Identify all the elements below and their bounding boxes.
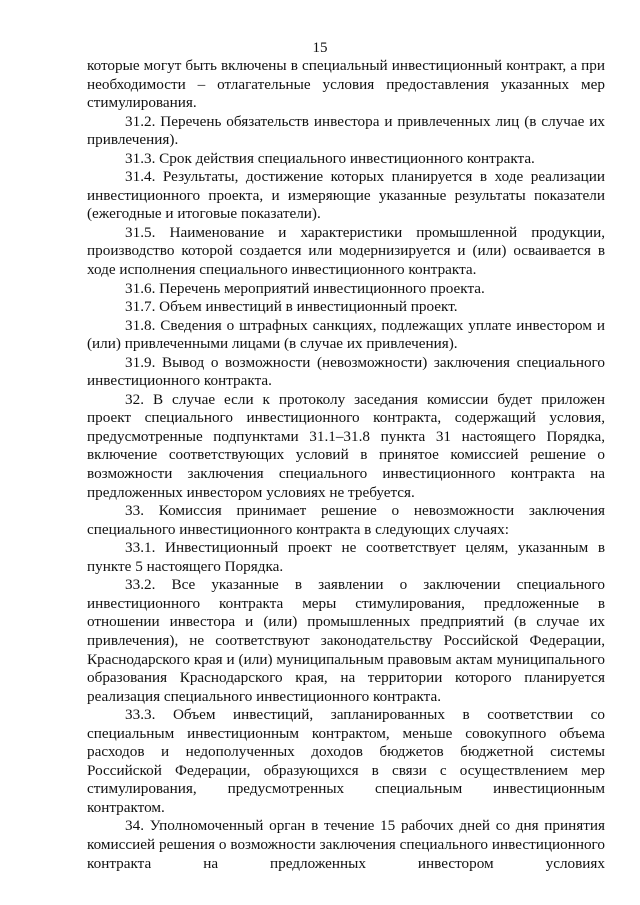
paragraph-33-1: 33.1. Инвестиционный проект не соответствует целям, указанным в пункте 5 настоящего Порядка. (87, 539, 605, 575)
paragraph-31-8: 31.8. Сведения о штрафных санкциях, подлежащих уплате инвестором и (или) привлеченными лицами (в случае их привлечения). (87, 316, 605, 353)
paragraph-31-4: 31.4. Результаты, достижение которых планируется в ходе реализации инвестиционного проекта, и измеряющие указанные результаты показатели (ежегодные и итоговые показатели). (87, 168, 605, 223)
paragraph-33-3: 33.3. Объем инвестиций, запланированных в соответствии со специальным инвестиционным контрактом, меньше совокупного объема расходов и недополученных доходов бюджетов бюджетной системы Российской Федерации, образующихся в связи с осуществлением мер стимулирования, предусмотренных специальным инвестиционным контрактом. (87, 706, 605, 816)
paragraph-33-2: 33.2. Все указанные в заявлении о заключении специального инвестиционного контракта меры стимулирования, предложенные в отношении инвестора и (или) промышленных предприятий (в случае их привлечения), не соответствуют законодательству Российской Федерации, Краснодарского края и (или) муниципальным правовым актам муниципального образования Краснодарского края, на территории которого планируется реализация специального инвестиционного контракта. (87, 576, 605, 705)
paragraph-32: 32. В случае если к протоколу заседания комиссии будет приложен проект специального инвестиционного контракта, содержащий условия, предусмотренные подпунктами 31.1–31.8 пункта 31 настоящего Порядка, включение соответствующих условий в принятое комиссией решение о возможности заключения специального инвестиционного контракта на предложенных инвестором условиях не требуется. (87, 390, 605, 501)
paragraph-33: 33. Комиссия принимает решение о невозможности заключения специального инвестиционного контракта в следующих случаях: (87, 502, 605, 538)
paragraph-31-1-continuation: которые могут быть включены в специальный инвестиционный контракт, а при необходимости – отлагательные условия предоставления указанных мер стимулирования. (87, 57, 605, 112)
paragraph-31-3: 31.3. Срок действия специального инвестиционного контракта. (125, 149, 535, 167)
paragraph-31-5: 31.5. Наименование и характеристики промышленной продукции, производство которой создается или модернизируется и (или) осваивается в ходе исполнения специального инвестиционного контракта. (87, 223, 605, 279)
document-body (87, 57, 605, 873)
paragraph-31-9: 31.9. Вывод о возможности (невозможности) заключения специального инвестиционного контракта. (87, 353, 605, 390)
paragraph-34: 34. Уполномоченный орган в течение 15 рабочих дней со дня принятия комиссией решения о возможности заключения специального инвестиционного контракта на предложенных инвестором условиях (87, 817, 605, 872)
paragraph-31-6: 31.6. Перечень мероприятий инвестиционного проекта. (125, 279, 485, 297)
paragraph-31-7: 31.7. Объем инвестиций в инвестиционный проект. (125, 298, 458, 316)
paragraph-31-2: 31.2. Перечень обязательств инвестора и привлеченных лиц (в случае их привлечения). (87, 112, 605, 149)
page-number: 15 (312, 40, 328, 56)
